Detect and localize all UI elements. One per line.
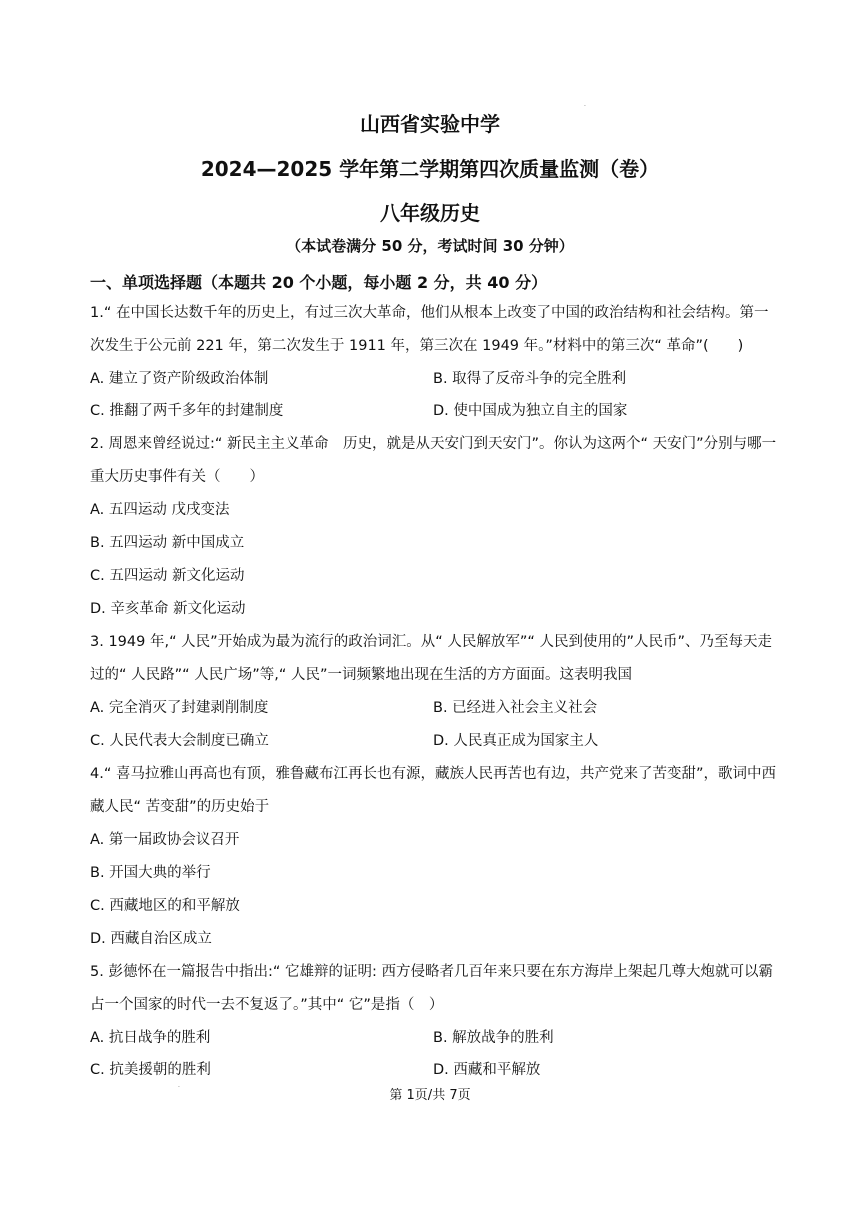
scan-speck: · bbox=[584, 103, 586, 110]
question-1-stem: 1.“ 在中国长达数千年的历史上，有过三次大革命，他们从根本上改变了中国的政治结构和社会结构。第一次发生于公元前 221 年，第二次发生于 1911 年，第三次在 1949 年。”材料中的第三次“ 革命”( ) bbox=[90, 305, 769, 354]
question-3-stem: 3. 1949 年,“ 人民”开始成为最为流行的政治词汇。从“ 人民解放军”“ 人民到使用的”人民币”、乃至每天走过的“ 人民路”“ 人民广场”等,“ 人民”一词频繁地出现在生活的方方面面。这表明我国 bbox=[90, 634, 772, 683]
question-2-option-a[interactable]: A. 五四运动 戊戌变法 bbox=[90, 502, 230, 518]
exam-note: （本试卷满分 50 分，考试时间 30 分钟） bbox=[286, 237, 574, 255]
question-1-option-b[interactable]: B. 取得了反帝斗争的完全胜利 bbox=[433, 371, 627, 387]
subject-title: 八年级历史 bbox=[380, 201, 480, 225]
question-2-stem: 2. 周恩来曾经说过:“ 新民主主义革命 历史，就是从天安门到天安门”。你认为这两个“ 天安门”分别与哪一重大历史事件有关（ ） bbox=[90, 436, 777, 485]
question-2-option-d[interactable]: D. 辛亥革命 新文化运动 bbox=[90, 601, 246, 617]
question-4-option-c[interactable]: C. 西藏地区的和平解放 bbox=[90, 898, 240, 914]
question-3-option-a[interactable]: A. 完全消灭了封建剥削制度 bbox=[90, 700, 269, 716]
question-5-option-d[interactable]: D. 西藏和平解放 bbox=[433, 1062, 541, 1078]
section-heading: 一、单项选择题（本题共 20 个小题，每小题 2 分，共 40 分） bbox=[90, 273, 548, 292]
question-2-option-b[interactable]: B. 五四运动 新中国成立 bbox=[90, 535, 245, 551]
page-number: 第 1页/共 7页 bbox=[389, 1088, 471, 1103]
question-5-option-b[interactable]: B. 解放战争的胜利 bbox=[433, 1030, 554, 1046]
school-title: 山西省实验中学 bbox=[360, 112, 500, 136]
question-5-stem: 5. 彭德怀在一篇报告中指出:“ 它雄辩的证明: 西方侵略者几百年来只要在东方海岸上架起几尊大炮就可以霸占一个国家的时代一去不复返了。”其中“ 它”是指（ ） bbox=[90, 964, 773, 1013]
question-4-stem: 4.“ 喜马拉雅山再高也有顶，雅鲁藏布江再长也有源，藏族人民再苦也有边，共产党来了苦变甜”，歌词中西藏人民“ 苦变甜”的历史始于 bbox=[90, 766, 776, 815]
question-3-option-d[interactable]: D. 人民真正成为国家主人 bbox=[433, 733, 599, 749]
question-3-option-b[interactable]: B. 已经进入社会主义社会 bbox=[433, 700, 598, 716]
question-2-option-c[interactable]: C. 五四运动 新文化运动 bbox=[90, 568, 245, 584]
question-1-option-a[interactable]: A. 建立了资产阶级政治体制 bbox=[90, 371, 269, 387]
question-3-option-c[interactable]: C. 人民代表大会制度已确立 bbox=[90, 733, 269, 749]
exam-title: 2024—2025 学年第二学期第四次质量监测（卷） bbox=[200, 157, 660, 181]
question-5-option-c[interactable]: C. 抗美援朝的胜利 bbox=[90, 1062, 211, 1078]
question-4-option-d[interactable]: D. 西藏自治区成立 bbox=[90, 931, 212, 947]
question-4-option-b[interactable]: B. 开国大典的举行 bbox=[90, 865, 211, 881]
question-1-option-d[interactable]: D. 使中国成为独立自主的国家 bbox=[433, 403, 628, 419]
question-4-option-a[interactable]: A. 第一届政协会议召开 bbox=[90, 832, 240, 848]
question-5-option-a[interactable]: A. 抗日战争的胜利 bbox=[90, 1030, 211, 1046]
scan-speck: · bbox=[178, 1084, 180, 1091]
question-1-option-c[interactable]: C. 推翻了两千多年的封建制度 bbox=[90, 403, 284, 419]
